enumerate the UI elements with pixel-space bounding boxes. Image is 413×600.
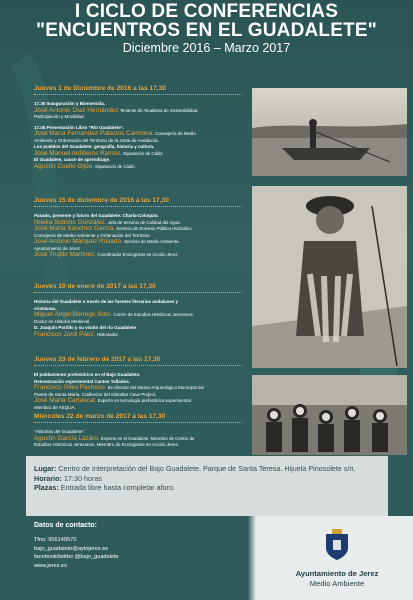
speaker-name: Francisco Giles Pacheco. bbox=[34, 384, 107, 391]
talk-title: Demostración experimental Cantos Tallados. bbox=[34, 378, 130, 384]
speaker-role: Historiador. bbox=[96, 331, 119, 337]
session-date: Jueves 19 de enero de 2017 a las 17,30 bbox=[34, 282, 242, 293]
schedule-line bbox=[34, 474, 380, 484]
header-title-line1: I CICLO DE CONFERENCIAS bbox=[74, 1, 339, 22]
session-text: Consejería de Medio Ambiente y Ordenación del Territorio. bbox=[34, 232, 151, 238]
speaker-name: Francisco Jordi Páez. bbox=[34, 330, 96, 338]
session-text: Miembro de AEQUA. bbox=[34, 404, 76, 410]
speaker-name: Agustín Coello Gijón. bbox=[34, 162, 95, 170]
talk-title: 17.45 Presentación Libro "Río Guadalete". bbox=[34, 124, 125, 130]
session-text: Ayuntamiento de Jerez bbox=[34, 245, 80, 251]
session-date: Jueves 23 de febrero de 2017 a las 17,30 bbox=[34, 355, 242, 366]
schedule-value: 17:30 horas bbox=[63, 473, 102, 483]
session-date: Jueves 15 de diciembre de 2016 a las 17,30 bbox=[34, 196, 242, 207]
speaker-line bbox=[34, 164, 242, 171]
contact-block bbox=[34, 520, 234, 570]
talk-title: cristianas. bbox=[34, 305, 57, 311]
header-dates: Diciembre 2016 – Marzo 2017 bbox=[122, 41, 291, 55]
talk-title: Historia del Guadalete a través de las fuentes literarias andaluses y bbox=[34, 299, 179, 304]
speaker-name: José Manuel Ardilleros Ramos. bbox=[34, 149, 123, 157]
session-5 bbox=[34, 412, 242, 449]
photo-group bbox=[252, 375, 407, 455]
contact-title: Datos de contacto: bbox=[34, 522, 98, 529]
speaker-role: Servicio de Medio Ambiente. bbox=[124, 239, 180, 244]
speaker-role: Experto en el Guadalete. Miembro de Centro de bbox=[100, 435, 195, 441]
session-text: Puerto de Santa María. Codirector del Gibraltar Cave Project. bbox=[34, 391, 157, 397]
talk-title: D. Joaquín Portillo y su visión del río Guadalete bbox=[34, 325, 137, 330]
speaker-role: Diputación de Cádiz. bbox=[123, 150, 164, 156]
speaker-role: Diputación de Cádiz. bbox=[95, 163, 136, 169]
speaker-line bbox=[34, 252, 242, 259]
speaker-line bbox=[34, 332, 242, 339]
talk-title: Pasado, presente y futuro del Guadalete. Charla-Coloquio. bbox=[34, 213, 159, 218]
speaker-name: Noelia Sobrino González. bbox=[34, 218, 107, 226]
session-2 bbox=[34, 196, 242, 259]
session-4 bbox=[34, 355, 242, 411]
contact-phone: Tfno: 956149570 bbox=[34, 537, 77, 543]
seats-label: Plazas: bbox=[34, 483, 59, 493]
contact-social[interactable]: facebook/twitter @bajo_guadalete bbox=[34, 554, 119, 561]
speaker-role: Experto en tecnología prehistórica experimental. bbox=[97, 398, 192, 403]
schedule-label: Horario: bbox=[34, 473, 62, 483]
speaker-name: José María Carrascal. bbox=[34, 397, 97, 404]
speaker-role: Jefa de Servicio de Calidad del Agua. bbox=[107, 219, 181, 225]
talk-title: El poblamiento prehistórico en el Bajo Guadalete. bbox=[34, 372, 141, 377]
talk-title: 17.30 Inauguración y Bienvenida. bbox=[34, 101, 106, 106]
coat-of-arms-icon bbox=[322, 528, 352, 562]
speaker-name: José María Sánchez García. bbox=[34, 225, 115, 232]
speaker-name: José María Fernández-Palacios Carmona. bbox=[34, 130, 155, 137]
seats-line bbox=[34, 483, 380, 493]
speaker-role: Servicio de Dominio Público Hidráulico. bbox=[116, 226, 193, 231]
talk-title: Los pueblos del Guadalete: geografía, historia y cultura. bbox=[34, 144, 155, 149]
speaker-name: Agustín García Lázaro. bbox=[34, 434, 100, 442]
speaker-role: Teniente de Alcaldesa de Sostenibilidad, bbox=[119, 107, 199, 113]
contact-website[interactable]: www.jerez.es bbox=[34, 562, 67, 569]
seats-value: Entrada libre hasta completar aforo. bbox=[60, 483, 176, 493]
session-date: Jueves 1 de Diciembre de 2016 a las 17,30 bbox=[34, 84, 242, 95]
logo-line1: Ayuntamiento de Jerez bbox=[295, 569, 379, 578]
ayuntamiento-logo bbox=[282, 528, 392, 589]
photo-boat bbox=[252, 88, 407, 176]
speaker-role: Centro de Estudios Históricos Jerezanos. bbox=[113, 312, 194, 317]
speaker-role: Ex-director del Museo Arqueológico Municipal del bbox=[107, 385, 204, 390]
session-text: "Historias del Guadalete". bbox=[34, 429, 86, 434]
session-text: Participación y Movilidad. bbox=[34, 114, 85, 119]
talk-title: El Guadalete, cauce de aprendizaje. bbox=[34, 157, 111, 162]
venue-value: Centro de Interpretación del Bajo Guadalete. Parque de Santa Teresa. Hijuela Pinosolete s/n. bbox=[58, 464, 356, 473]
session-text: Estudios Históricos Jerezanos. Miembro de Ecologistas en Acción Jerez. bbox=[34, 442, 180, 447]
contact-email[interactable]: bajo_guadalete@aytojerez.es bbox=[34, 545, 109, 552]
speaker-name: Miguel Ángel Borrego Soto. bbox=[34, 311, 113, 318]
logo-line2: Medio Ambiente bbox=[309, 579, 365, 588]
speaker-name: José Antonio Márquez Rosado. bbox=[34, 238, 123, 245]
session-text: Doctor en Historia Medieval. bbox=[34, 318, 91, 324]
session-text: Ambiente y Ordenación del Territorio de la Junta de Andalucía. bbox=[34, 137, 159, 143]
speaker-name: José Trujillo Martínez. bbox=[34, 251, 97, 258]
poster-header bbox=[0, 2, 413, 57]
speaker-role: Coordinador Ecologistas en Acción Jerez. bbox=[97, 252, 179, 257]
venue-line bbox=[34, 464, 380, 474]
header-title-line2: "ENCUENTROS EN EL GUADALETE" bbox=[35, 20, 377, 41]
speaker-role: Consejería de Medio bbox=[155, 131, 196, 136]
session-1 bbox=[34, 84, 242, 170]
session-date: Miércoles 22 de marzo de 2017 a las 17,30 bbox=[34, 412, 242, 423]
photo-fisherman bbox=[252, 186, 407, 368]
venue-label: Lugar: bbox=[34, 464, 57, 473]
speaker-name: José Antonio Díaz Hernández bbox=[34, 106, 119, 114]
venue-info-box bbox=[26, 456, 388, 516]
session-3 bbox=[34, 282, 242, 338]
